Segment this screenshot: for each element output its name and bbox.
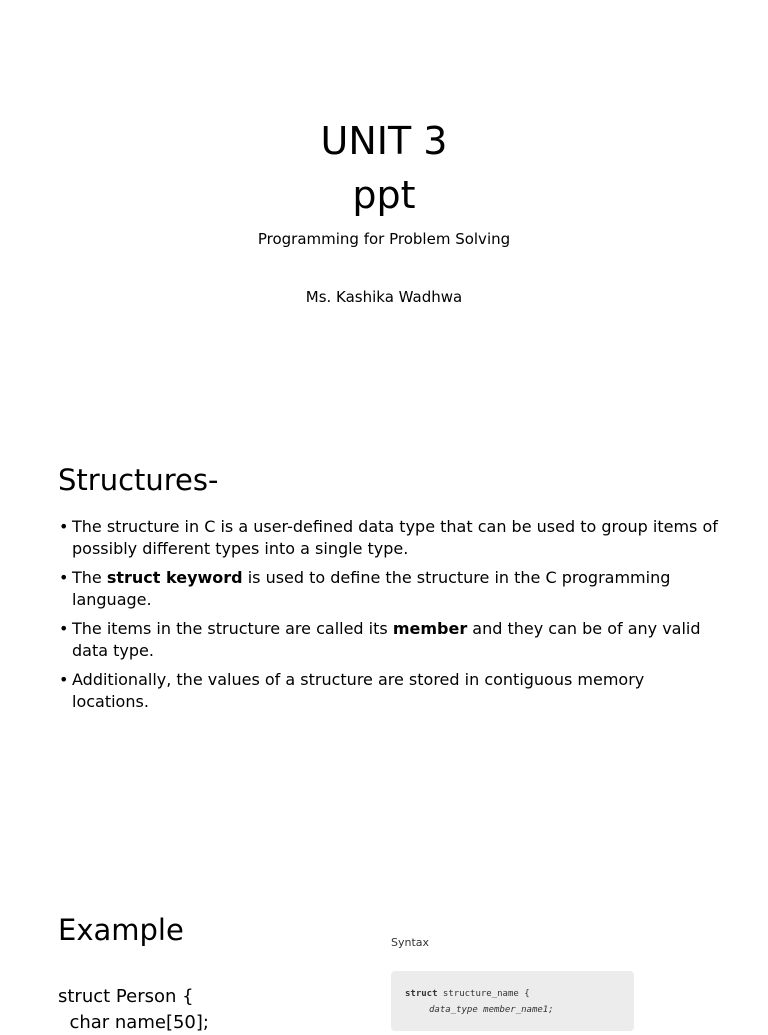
syntax-struct-name: structure_name { [437,989,530,999]
slide-title [0,114,768,222]
code-line: struct Person { [58,986,194,1007]
author-name: Ms. Kashika Wadhwa [305,288,463,306]
syntax-label: Syntax [391,936,430,949]
syntax-code-block [391,971,634,1031]
title-line-2: ppt [352,173,416,217]
syntax-keyword: struct [405,989,438,999]
title-slide [0,0,768,430]
code-line: char name[50]; [58,1012,209,1033]
bullet-list [58,516,718,720]
title-line-1: UNIT 3 [320,119,448,163]
slide-heading: Structures- [58,463,219,497]
structures-slide [0,440,768,860]
bullet-item: • Additionally, the values of a structure are stored in contiguous memory locations. [58,669,718,712]
example-slide [0,890,768,1033]
bullet-item: • The items in the structure are called its member and they can be of any valid data type. [58,618,718,661]
bullet-item: • The struct keyword is used to define the structure in the C programming language. [58,567,718,610]
slide-heading: Example [58,913,184,947]
syntax-member-line: data_type member_name1; [429,1005,554,1015]
bullet-item: • The structure in C is a user-defined data type that can be used to group items of possibly different types into a single type. [58,516,718,559]
slide-subtitle: Programming for Problem Solving [257,230,511,248]
